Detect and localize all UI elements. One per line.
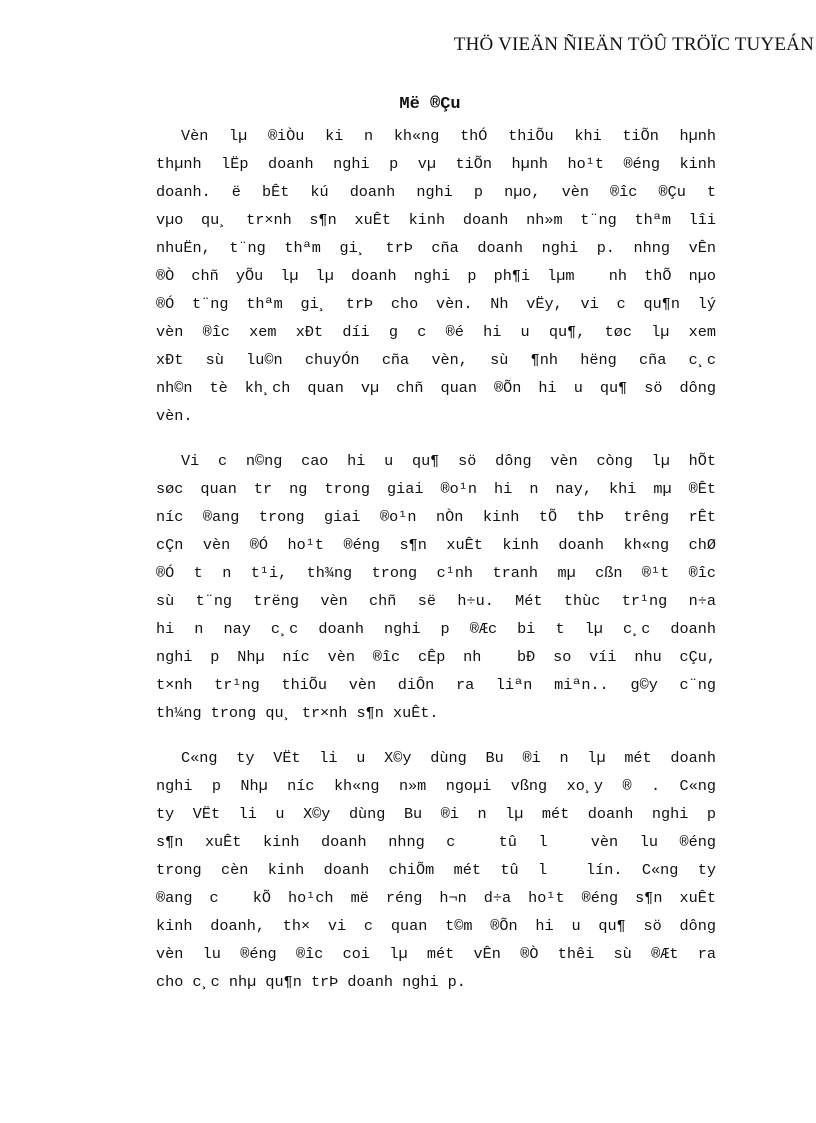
paragraph-2 [156, 447, 716, 727]
text-line: trong cèn kinh doanh chiÕm mét tû l lín. C«ng ty [156, 861, 716, 879]
text-line: th¼ng trong qu¸ tr×nh s¶n xuÊt. [156, 704, 439, 722]
text-line: ty VËt li u X©y dùng Bu ®i n lµ mét doanh nghi p [156, 805, 716, 823]
text-line: ®Ó t¨ng thªm gi¸ trÞ cho vèn. Nh vËy, vi c qu¶n lý [156, 295, 716, 313]
text-line: níc ®ang trong giai ®o¹n nÒn kinh tÕ thÞ trêng rÊt [156, 508, 716, 526]
text-line: vµo qu¸ tr×nh s¶n xuÊt kinh doanh nh»m t¨ng thªm lîi [156, 211, 716, 229]
paragraph-3 [156, 744, 716, 996]
text-line: C«ng ty VËt li u X©y dùng Bu ®i n lµ mét doanh [181, 749, 716, 767]
text-line: nhuËn, t¨ng thªm gi¸ trÞ cña doanh nghi p. nhng vÊn [156, 239, 716, 257]
text-line: ®Ò chñ yÕu lµ lµ doanh nghi p ph¶i lµm nh thÕ nµo [156, 267, 716, 285]
text-line: søc quan tr ng trong giai ®o¹n hi n nay, khi mµ ®Êt [156, 480, 716, 498]
text-line: cÇn vèn ®Ó ho¹t ®éng s¶n xuÊt kinh doanh kh«ng chØ [156, 536, 716, 554]
text-line: doanh. ë bÊt kú doanh nghi p nµo, vèn ®îc ®Çu t [156, 183, 716, 201]
text-line: ®ang c kÕ ho¹ch më réng h¬n d÷a ho¹t ®éng s¶n xuÊt [156, 889, 716, 907]
document-body [156, 122, 716, 1013]
text-line: xÐt sù lu©n chuyÓn cña vèn, sù ¶nh hëng cña c¸c [156, 351, 716, 369]
text-line: hi n nay c¸c doanh nghi p ®Æc bi t lµ c¸c doanh [156, 620, 716, 638]
text-line: kinh doanh, th× vi c quan t©m ®Õn hi u qu¶ sö dông [156, 917, 716, 935]
text-line: Vi c n©ng cao hi u qu¶ sö dông vèn còng lµ hÕt [181, 452, 716, 470]
text-line: nh©n tè kh¸ch quan vµ chñ quan ®Õn hi u qu¶ sö dông [156, 379, 716, 397]
text-line: vèn ®îc xem xÐt díi g c ®é hi u qu¶, tøc lµ xem [156, 323, 716, 341]
paragraph-1 [156, 122, 716, 430]
text-line: s¶n xuÊt kinh doanh nhng c tû l vèn lu ®éng [156, 833, 716, 851]
text-line: vèn lu ®éng ®îc coi lµ mét vÊn ®Ò thêi sù ®Æt ra [156, 945, 716, 963]
text-line: thµnh lËp doanh nghi p vµ tiÕn hµnh ho¹t ®éng kinh [156, 155, 716, 173]
text-line: ®Ó t n t¹i, th¾ng trong c¹nh tranh mµ cßn ®¹t ®îc [156, 564, 716, 582]
text-line: t×nh tr¹ng thiÕu vèn diÔn ra liªn miªn.. g©y c¨ng [156, 676, 716, 694]
text-line: Vèn lµ ®iÒu ki n kh«ng thÓ thiÕu khi tiÕn hµnh [181, 127, 716, 145]
text-line: vèn. [156, 407, 193, 425]
text-line: cho c¸c nhµ qu¶n trÞ doanh nghi p. [156, 973, 466, 991]
document-title: Më ®Çu [399, 95, 461, 114]
text-line: sù t¨ng trëng vèn chñ së h÷u. Mét thùc tr¹ng n÷a [156, 592, 716, 610]
text-line: nghi p Nhµ níc kh«ng n»m ngoµi vßng xo¸y ® . C«ng [156, 777, 716, 795]
page-header: THÖ VIEÄN ÑIEÄN TÖÛ TRÖÏC TUYEÁN [453, 34, 814, 55]
text-line: nghi p Nhµ níc vèn ®îc cÊp nh bÐ so víi nhu cÇu, [156, 648, 716, 666]
